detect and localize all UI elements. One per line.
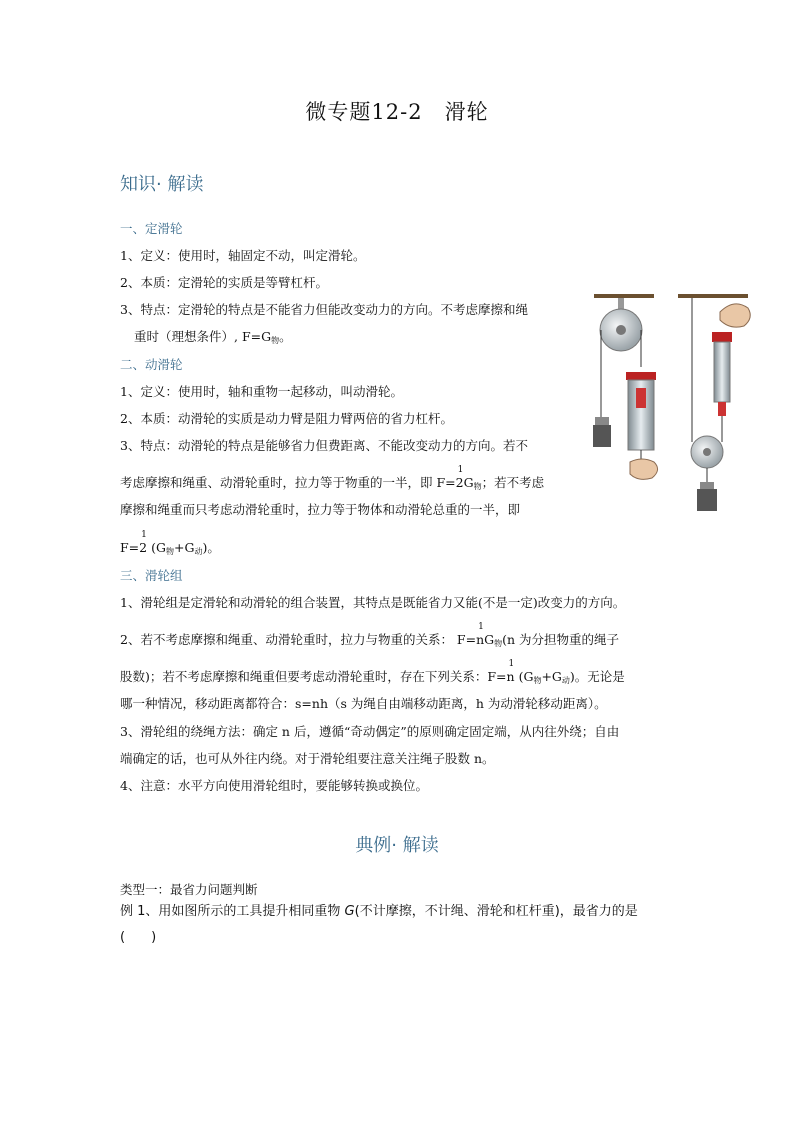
fraction-numerator: 1: [478, 622, 484, 632]
subscript: 物: [165, 547, 174, 556]
fraction-numerator: 1: [141, 530, 147, 540]
text-span: (G: [518, 669, 534, 684]
text-span: 2、若不考虑摩擦和绳重、动滑轮重时，拉力与物重的关系： F=: [120, 632, 477, 647]
subscript: 物: [473, 482, 482, 491]
fraction-numerator: 1: [457, 465, 464, 475]
text-span: )。无论是: [569, 669, 625, 684]
subscript: 物: [271, 336, 280, 345]
text-span: +G: [173, 540, 195, 555]
text-span: G: [484, 632, 495, 647]
text-span: F=: [120, 540, 140, 555]
example-type-heading: 类型一：最省力问题判断: [120, 882, 258, 897]
fraction-denominator: n: [506, 669, 515, 684]
heading-pulley-block: 三、滑轮组: [120, 568, 183, 583]
heading-fixed-pulley: 一、定滑轮: [120, 221, 183, 236]
text-line: 哪一种情况，移动距离都符合：s=nh（s 为绳自由端移动距离，h 为动滑轮移动距离）。: [120, 696, 607, 711]
text-line: 4、注意：水平方向使用滑轮组时，要能够转换或换位。: [120, 778, 428, 793]
text-span: 股数)；若不考虑摩擦和绳重但要考虑动滑轮重时，存在下列关系：F=: [120, 669, 507, 684]
text-line: 1、滑轮组是定滑轮和动滑轮的组合装置，其特点是既能省力又能(不是一定)改变力的方向。: [120, 595, 626, 610]
text-line: 重时（理想条件）, $F=G_物$。: [134, 329, 292, 345]
section-heading-examples: 典例· 解读: [355, 835, 439, 856]
text-line: 1、定义：使用时，轴固定不动，叫定滑轮。: [120, 248, 366, 263]
text-span: 例 1、用如图所示的工具提升相同重物: [120, 904, 345, 919]
text-line: 3、特点：定滑轮的特点是不能省力但能改变动力的方向。不考虑摩擦和绳: [120, 302, 528, 317]
fraction-denominator: 2: [455, 475, 464, 490]
fraction: [506, 659, 515, 685]
text-line: 2、本质：动滑轮的实质是动力臂是阻力臂两倍的省力杠杆。: [120, 411, 453, 426]
text-line: 3、滑轮组的绕绳方法：确定 n 后，遵循“奇动偶定”的原则确定固定端，从内往外绕；自由: [120, 724, 620, 739]
fraction-numerator: 1: [508, 659, 515, 669]
text-line: [120, 659, 625, 689]
section-heading-knowledge: 知识· 解读: [120, 174, 204, 195]
text-line: [120, 465, 545, 495]
text-span: 重时（理想条件）, F=G: [134, 329, 272, 344]
movable-pulley-figure: [678, 294, 750, 511]
text-span: 考虑摩擦和绳重、动滑轮重时，拉力等于物重的一半，即 F=: [120, 475, 456, 490]
text-span: G: [463, 475, 474, 490]
text-span: )。: [202, 540, 220, 555]
fraction-denominator: 2: [139, 540, 148, 555]
fraction: [476, 622, 485, 648]
text-line: 端确定的话，也可从外往内绕。对于滑轮组要注意关注绳子股数 n。: [120, 751, 495, 766]
subscript: 动: [561, 676, 570, 685]
text-line: 摩擦和绳重而只考虑动滑轮重时，拉力等于物体和动滑轮总重的一半，即: [120, 502, 521, 517]
text-line: [120, 622, 620, 652]
subscript: 物: [533, 676, 542, 685]
page-title: 微专题12-2 滑轮: [305, 100, 489, 124]
fraction-denominator: n: [476, 632, 485, 647]
fraction: [455, 465, 464, 491]
fixed-pulley-figure: [593, 294, 658, 479]
fraction: [139, 530, 148, 556]
variable-g: G: [344, 904, 355, 919]
pulley-illustration: [590, 292, 760, 514]
text-line: 2、本质：定滑轮的实质是等臂杠杆。: [120, 275, 328, 290]
text-span: ；若不考虑: [481, 475, 545, 490]
text-line: [120, 530, 220, 560]
example-question: [120, 900, 638, 919]
text-span: (G: [151, 540, 166, 555]
text-line: 3、特点：动滑轮的特点是能够省力但费距离、不能改变动力的方向。若不: [120, 438, 528, 453]
text-span: (不计摩擦，不计绳、滑轮和杠杆重)，最省力的是: [354, 904, 638, 919]
text-line: 1、定义：使用时，轴和重物一起移动，叫动滑轮。: [120, 384, 403, 399]
heading-movable-pulley: 二、动滑轮: [120, 357, 183, 372]
text-span: +G: [541, 669, 562, 684]
text-span: (n 为分担物重的绳子: [502, 632, 620, 647]
subscript: 物: [494, 639, 503, 648]
answer-blank: ( ): [120, 930, 157, 945]
subscript: 动: [194, 547, 203, 556]
